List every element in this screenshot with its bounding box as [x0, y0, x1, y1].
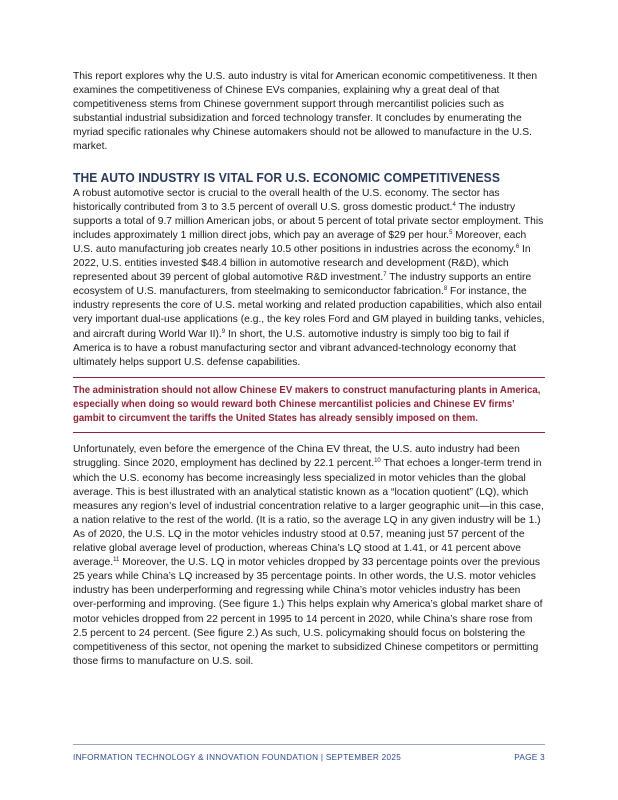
- footnote-ref[interactable]: 5: [449, 229, 453, 236]
- section-paragraph: A robust automotive sector is crucial to the overall health of the U.S. economy. The sector has historically contributed from 3 to 3.5 percent of overall U.S. gross domestic product.$^4$ The industry supports a total of 9.7 million American jobs, or about 5 percent of total private sector employment. This includes approximately 1 million direct jobs, which pay an average of $29 per hour.$^5$ Moreover, each U.S. auto manufacturing job creates nearly 10.5 other positions in industries across the economy.$^6$ In 2022, U.S. entities invested $48.4 billion in automotive research and development (R&D), which represented about 39 percent of global automotive R&D investment.$^7$ The industry supports an entire ecosystem of U.S. manufacturers, from steelmaking to semiconductor fabrication.$^8$ For instance, the industry represents the core of U.S. metal working and related production capabilities, which also entail very important dual-use applications (e.g., the key roles Ford and GM played in building tanks, vehicles, and aircraft during World War II).$^9$ In short, the U.S. automotive industry is simply too big to fail if America is to have a robust manufacturing sector and vibrant advanced-technology economy that ultimately helps support U.S. defense capabilities.: [73, 187, 545, 368]
- section-heading: THE AUTO INDUSTRY IS VITAL FOR U.S. ECONOMIC COMPETITIVENESS: [73, 169, 500, 185]
- footnote-ref[interactable]: 10: [374, 458, 381, 465]
- footnote-ref[interactable]: 4: [452, 201, 456, 208]
- closing-paragraph: Unfortunately, even before the emergence of the China EV threat, the U.S. auto industry had been struggling. Since 2020, employment has declined by 22.1 percent.$^{10}$ That echoes a longer-term trend in which the U.S. economy has become increasingly less specialized in motor vehicles than the global average. This is best illustrated with an analytical statistic known as a “location quotient” (LQ), which measures any region’s level of industrial concentration relative to a larger geographic unit—in this case, a nation relative to the rest of the world. (It is a ratio, so the average LQ in any given industry will be 1.) As of 2020, the U.S. LQ in the motor vehicles industry stood at 0.57, meaning just 57 percent of the relative global average level of production, whereas China’s LQ stood at 1.41, or 41 percent above average.$^{11}$ Moreover, the U.S. LQ in motor vehicles dropped by 33 percentage points over the previous 25 years while China’s LQ increased by 35 percentage points. In other words, the U.S. motor vehicles industry has been underperforming and regressing while China’s motor vehicles industry has been over-performing and improving. (See figure 1.) This helps explain why America’s global market share of motor vehicles dropped from 22 percent in 1995 to 14 percent in 2020, while China’s share rose from 2.5 percent to 24 percent. (See figure 2.) As such, U.S. policymaking should focus on bolstering the competitiveness of this sector, not opening the market to subsidized Chinese competitors or permitting those firms to manufacture on U.S. soil.: [73, 444, 544, 667]
- footnote-ref[interactable]: 8: [443, 286, 448, 293]
- pull-quote-text: The administration should not allow Chinese EV makers to construct manufacturing plants in America, especially when doing so would reward both Chinese mercantilist policies and Chinese EV firms’ gambit to circumvent the tariffs the United States has already sensibly imposed on them.: [73, 384, 541, 425]
- footer-publisher: INFORMATION TECHNOLOGY & INNOVATION FOUNDATION | SEPTEMBER 2025: [73, 753, 402, 762]
- footnote-ref[interactable]: 9: [221, 328, 226, 335]
- intro-paragraph: This report explores why the U.S. auto industry is vital for American economic competitiveness. It then examines the competitiveness of Chinese EVs companies, explaining why a great deal of that competitiveness stems from Chinese government support through mercantilist policies such as substantial industrial subsidization and forced technology transfer. It concludes by enumerating the myriad specific rationales why Chinese automakers should not be allowed to manufacture in the U.S. market.: [73, 71, 538, 153]
- page-body: [73, 70, 545, 669]
- pull-quote: [73, 377, 545, 434]
- footnote-ref[interactable]: 7: [383, 272, 387, 279]
- footnote-ref[interactable]: 11: [113, 557, 120, 564]
- page-footer: [73, 744, 545, 762]
- footnote-ref[interactable]: 6: [515, 243, 520, 250]
- page-number: PAGE 3: [514, 753, 545, 762]
